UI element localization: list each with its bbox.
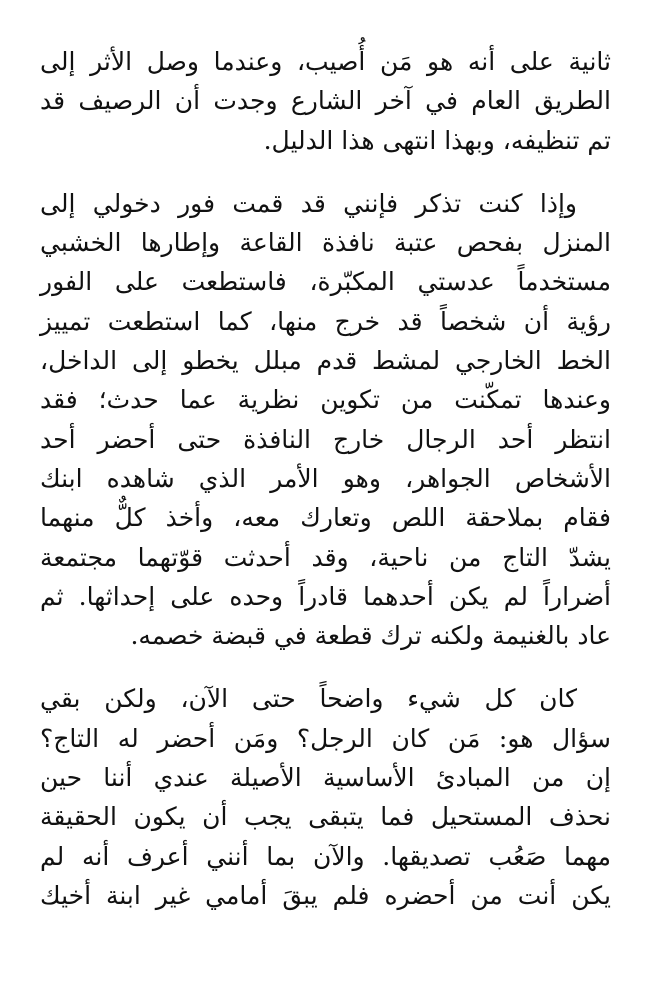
text-line: مستخدماً عدستي المكبّرة، فاستطعت على الفور bbox=[40, 267, 611, 297]
text-line: الخط الخارجي لمشط قدم مبلل يخطو إلى الداخل، bbox=[40, 346, 611, 376]
text-line: أضراراً لم يكن أحدهما قادراً وحده على إحداثها. ثم bbox=[40, 581, 611, 611]
text-line: عاد بالغنيمة ولكنه ترك قطعة في قبضة خصمه. bbox=[130, 621, 611, 651]
text-line: تم تنظيفه، وبهذا انتهى هذا الدليل. bbox=[263, 125, 611, 155]
text-line: فقام بملاحقة اللص وتعارك معه، وأخذ كلٌّ منهما bbox=[40, 503, 611, 533]
text-line: انتظر أحد الرجال خارج النافذة حتى أحضر أحد bbox=[40, 424, 611, 454]
text-line: نحذف المستحيل فما يتبقى يجب أن يكون الحقيقة bbox=[40, 802, 611, 832]
text-line: رؤية أن شخصاً قد خرج منها، كما استطعت تمييز bbox=[40, 306, 611, 336]
paragraph-2 bbox=[40, 184, 611, 656]
text-line: الطريق العام في آخر الشارع وجدت أن الرصيف قد bbox=[40, 86, 611, 116]
text-line: يشدّ التاج من ناحية، وقد أحدثت قوّتهما مجتمعة bbox=[40, 542, 611, 572]
text-line: وإذا كنت تذكر فإنني قد قمت فور دخولي إلى bbox=[40, 188, 577, 218]
text-line: يكن أنت من أحضره فلم يبقَ أمامي غير ابنة أخيك bbox=[40, 880, 611, 910]
text-line: إن من المبادئ الأساسية الأصيلة عندي أننا حين bbox=[40, 763, 611, 793]
paragraph-3 bbox=[40, 679, 611, 915]
text-line: مهما صَعُب تصديقها. والآن بما أنني أعرف أنه لم bbox=[40, 841, 611, 871]
text-line: المنزل بفحص عتبة نافذة القاعة وإطارها الخشبي bbox=[40, 228, 611, 258]
text-line: الأشخاص الجواهر، وهو الأمر الذي شاهده ابنك bbox=[40, 463, 611, 493]
text-line: سؤال هو: مَن كان الرجل؟ ومَن أحضر له التاج؟ bbox=[40, 723, 611, 753]
text-line: ثانية على أنه هو مَن أُصيب، وعندما وصل الأثر إلى bbox=[40, 47, 611, 76]
text-line: وعندها تمكّنت من تكوين نظرية عما حدث؛ فقد bbox=[40, 385, 611, 415]
text-line: كان كل شيء واضحاً حتى الآن، ولكن بقي bbox=[40, 684, 577, 714]
paragraph-1 bbox=[40, 42, 611, 160]
